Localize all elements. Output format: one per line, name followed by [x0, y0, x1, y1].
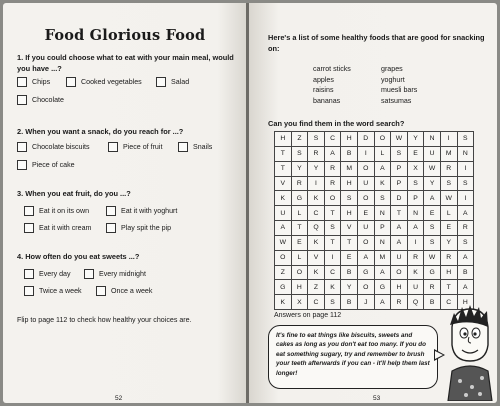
grid-cell[interactable]: I	[407, 235, 424, 250]
grid-cell[interactable]: L	[440, 206, 457, 221]
option-play-spit-the-pip[interactable]: Play spit the pip	[106, 223, 171, 233]
answers-note: Answers on page 112	[274, 312, 342, 319]
option-piece-of-fruit[interactable]: Piece of fruit	[108, 142, 162, 152]
grid-cell[interactable]: I	[308, 176, 325, 191]
grid-cell[interactable]: K	[324, 280, 341, 295]
option-eat-with-cream[interactable]: Eat it with cream	[24, 223, 91, 233]
list-item: bananas	[313, 96, 341, 105]
grid-cell[interactable]: V	[341, 221, 358, 236]
grid-cell[interactable]: S	[341, 191, 358, 206]
grid-cell[interactable]: V	[308, 250, 325, 265]
option-chocolate-biscuits[interactable]: Chocolate biscuits	[17, 142, 90, 152]
page-title: Food Glorious Food	[44, 27, 206, 44]
grid-cell[interactable]: T	[324, 235, 341, 250]
grid-cell[interactable]: X	[407, 161, 424, 176]
page-number: 52	[115, 395, 123, 402]
grid-cell[interactable]: Z	[275, 265, 292, 280]
grid-cell[interactable]: S	[457, 235, 474, 250]
grid-cell[interactable]: K	[308, 265, 325, 280]
grid-cell[interactable]: P	[391, 176, 408, 191]
grid-cell[interactable]: H	[341, 176, 358, 191]
grid-cell[interactable]: A	[374, 265, 391, 280]
grid-cell[interactable]: G	[275, 280, 292, 295]
grid-cell[interactable]: K	[374, 176, 391, 191]
grid-cell[interactable]: R	[424, 280, 441, 295]
food-list-col2	[381, 64, 417, 106]
grid-cell[interactable]: C	[308, 206, 325, 221]
grid-cell[interactable]: R	[308, 146, 325, 161]
grid-cell[interactable]: A	[424, 191, 441, 206]
grid-cell[interactable]: U	[275, 206, 292, 221]
grid-cell[interactable]: A	[457, 280, 474, 295]
option-salad[interactable]: Salad	[156, 77, 189, 87]
grid-cell[interactable]: L	[291, 250, 308, 265]
grid-cell[interactable]: Z	[291, 132, 308, 147]
grid-cell[interactable]: E	[357, 206, 374, 221]
grid-cell[interactable]: U	[357, 176, 374, 191]
grid-cell[interactable]: Z	[308, 280, 325, 295]
grid-cell[interactable]: W	[391, 132, 408, 147]
grid-cell[interactable]: M	[341, 161, 358, 176]
grid-cell[interactable]: R	[291, 176, 308, 191]
grid-cell[interactable]: O	[357, 191, 374, 206]
grid-cell[interactable]: R	[457, 221, 474, 236]
grid-cell[interactable]: A	[374, 161, 391, 176]
grid-cell[interactable]: O	[374, 132, 391, 147]
grid-cell[interactable]: Y	[407, 132, 424, 147]
grid-cell[interactable]: O	[357, 161, 374, 176]
grid-cell[interactable]: R	[407, 250, 424, 265]
checkbox[interactable]	[24, 269, 34, 279]
grid-cell[interactable]: D	[391, 191, 408, 206]
grid-cell[interactable]: A	[275, 221, 292, 236]
grid-cell[interactable]: O	[291, 265, 308, 280]
grid-cell[interactable]: N	[457, 146, 474, 161]
grid-row	[275, 235, 474, 250]
grid-cell[interactable]: L	[291, 206, 308, 221]
grid-row	[275, 206, 474, 221]
grid-cell[interactable]: U	[357, 221, 374, 236]
grid-cell[interactable]: S	[457, 132, 474, 147]
grid-row	[275, 265, 474, 280]
grid-cell[interactable]: H	[457, 295, 474, 310]
grid-cell[interactable]: O	[391, 265, 408, 280]
grid-cell[interactable]: S	[308, 132, 325, 147]
checkbox[interactable]	[66, 77, 76, 87]
grid-row	[275, 250, 474, 265]
intro-text: Here's a list of some healthy foods that are good for snacking on:	[268, 33, 485, 53]
grid-cell[interactable]: K	[275, 191, 292, 206]
checkbox[interactable]	[17, 142, 27, 152]
grid-cell[interactable]: E	[341, 250, 358, 265]
left-page	[3, 3, 247, 403]
list-item: satsumas	[381, 96, 412, 105]
grid-cell[interactable]: S	[374, 191, 391, 206]
grid-cell[interactable]: H	[275, 132, 292, 147]
checkbox[interactable]	[106, 223, 116, 233]
question-2: 2. When you want a snack, do you reach for ...?	[17, 127, 184, 136]
grid-cell[interactable]: A	[391, 221, 408, 236]
checkbox[interactable]	[24, 223, 34, 233]
grid-cell[interactable]: G	[424, 265, 441, 280]
grid-cell[interactable]: C	[308, 295, 325, 310]
option-chips[interactable]: Chips	[17, 77, 50, 87]
grid-cell[interactable]: I	[357, 146, 374, 161]
grid-cell[interactable]: N	[374, 235, 391, 250]
grid-cell[interactable]: W	[440, 191, 457, 206]
checkbox[interactable]	[24, 206, 34, 216]
grid-cell[interactable]: T	[324, 206, 341, 221]
checkbox[interactable]	[24, 286, 34, 296]
option-piece-of-cake[interactable]: Piece of cake	[17, 160, 75, 170]
grid-cell[interactable]: Y	[341, 280, 358, 295]
grid-cell[interactable]: B	[341, 265, 358, 280]
grid-cell[interactable]: K	[308, 191, 325, 206]
grid-cell[interactable]: Y	[424, 176, 441, 191]
grid-cell[interactable]: Q	[308, 221, 325, 236]
grid-row	[275, 221, 474, 236]
option-cooked-vegetables[interactable]: Cooked vegetables	[66, 77, 142, 87]
grid-cell[interactable]: R	[440, 161, 457, 176]
grid-cell[interactable]: W	[275, 235, 292, 250]
question-4: 4. How often do you eat sweets ...?	[17, 252, 140, 261]
grid-cell[interactable]: Y	[291, 161, 308, 176]
list-item: muesli bars	[381, 86, 418, 94]
grid-cell[interactable]: O	[324, 191, 341, 206]
grid-cell[interactable]: V	[275, 176, 292, 191]
grid-cell[interactable]: C	[440, 295, 457, 310]
grid-cell[interactable]: T	[275, 146, 292, 161]
list-item: raisins	[313, 86, 334, 94]
grid-cell[interactable]: R	[324, 161, 341, 176]
grid-cell[interactable]: Y	[308, 161, 325, 176]
list-item: carrot sticks	[313, 65, 351, 73]
grid-cell[interactable]: O	[357, 280, 374, 295]
grid-cell[interactable]: G	[374, 280, 391, 295]
option-once-a-week[interactable]: Once a week	[96, 286, 152, 296]
word-search-grid[interactable]	[274, 131, 474, 310]
grid-cell[interactable]: U	[407, 280, 424, 295]
list-item: grapes	[381, 65, 403, 73]
grid-cell[interactable]: T	[440, 280, 457, 295]
question-3: 3. When you eat fruit, do you ...?	[17, 189, 131, 198]
option-eat-on-its-own[interactable]: Eat it on its own	[24, 206, 89, 216]
grid-cell[interactable]: I	[457, 191, 474, 206]
list-item: apples	[313, 75, 334, 84]
grid-cell[interactable]: S	[440, 176, 457, 191]
grid-cell[interactable]: R	[391, 295, 408, 310]
grid-row	[275, 176, 474, 191]
option-twice-a-week[interactable]: Twice a week	[24, 286, 82, 296]
checkbox[interactable]	[17, 160, 27, 170]
checkbox[interactable]	[17, 77, 27, 87]
grid-cell[interactable]: Q	[407, 295, 424, 310]
page-number: 53	[373, 395, 381, 402]
grid-cell[interactable]: M	[374, 250, 391, 265]
cartoon-boy-illustration	[442, 301, 496, 401]
grid-cell[interactable]: P	[391, 161, 408, 176]
grid-cell[interactable]: U	[424, 146, 441, 161]
footer-note: Flip to page 112 to check how healthy your choices are.	[17, 316, 192, 324]
grid-cell[interactable]: H	[291, 280, 308, 295]
checkbox[interactable]	[96, 286, 106, 296]
right-page	[249, 3, 497, 403]
grid-cell[interactable]: I	[440, 132, 457, 147]
grid-cell[interactable]: S	[407, 176, 424, 191]
grid-cell[interactable]: G	[357, 265, 374, 280]
grid-cell[interactable]: C	[324, 132, 341, 147]
grid-cell[interactable]: A	[324, 146, 341, 161]
grid-cell[interactable]: A	[391, 235, 408, 250]
grid-cell[interactable]: N	[374, 206, 391, 221]
grid-cell[interactable]: A	[357, 250, 374, 265]
food-list-col1	[313, 64, 351, 106]
grid-cell[interactable]: E	[291, 235, 308, 250]
grid-cell[interactable]: O	[275, 250, 292, 265]
grid-cell[interactable]: N	[424, 132, 441, 147]
checkbox[interactable]	[84, 269, 94, 279]
grid-cell[interactable]: H	[341, 206, 358, 221]
grid-cell[interactable]: P	[407, 191, 424, 206]
grid-row	[275, 132, 474, 147]
list-item: yoghurt	[381, 75, 405, 84]
grid-cell[interactable]: T	[341, 235, 358, 250]
grid-cell[interactable]: M	[440, 146, 457, 161]
grid-cell[interactable]: A	[457, 250, 474, 265]
checkbox[interactable]	[178, 142, 188, 152]
checkbox[interactable]	[17, 95, 27, 105]
grid-cell[interactable]: T	[391, 206, 408, 221]
grid-cell[interactable]: R	[440, 250, 457, 265]
grid-cell[interactable]: P	[374, 221, 391, 236]
speech-bubble: It's fine to eat things like biscuits, sweets and cakes as long as you don't eat too many. If you do eat something sugary, try and remember to brush your teeth afterwards if you can - it'll help them last longer!	[268, 325, 438, 389]
grid-cell[interactable]: B	[457, 265, 474, 280]
grid-cell[interactable]: J	[357, 295, 374, 310]
grid-cell[interactable]: H	[341, 132, 358, 147]
grid-cell[interactable]: T	[291, 221, 308, 236]
grid-cell[interactable]: W	[424, 161, 441, 176]
grid-row	[275, 280, 474, 295]
grid-cell[interactable]: I	[324, 250, 341, 265]
grid-cell[interactable]: L	[374, 146, 391, 161]
grid-cell[interactable]: G	[291, 191, 308, 206]
grid-cell[interactable]: O	[357, 235, 374, 250]
grid-row	[275, 191, 474, 206]
grid-cell[interactable]: Y	[440, 235, 457, 250]
question-1: 1. If you could choose what to eat with your main meal, would you have ...?	[17, 53, 234, 73]
grid-cell[interactable]: S	[324, 295, 341, 310]
grid-row	[275, 146, 474, 161]
option-every-day[interactable]: Every day	[24, 269, 71, 279]
option-chocolate[interactable]: Chocolate	[17, 95, 64, 105]
grid-cell[interactable]: S	[457, 176, 474, 191]
grid-cell[interactable]: K	[407, 265, 424, 280]
grid-cell[interactable]: B	[424, 295, 441, 310]
option-eat-with-yoghurt[interactable]: Eat it with yoghurt	[106, 206, 177, 216]
grid-cell[interactable]: S	[291, 146, 308, 161]
grid-cell[interactable]: H	[391, 280, 408, 295]
grid-cell[interactable]: D	[357, 132, 374, 147]
grid-cell[interactable]: B	[341, 295, 358, 310]
grid-cell[interactable]: H	[440, 265, 457, 280]
grid-cell[interactable]: S	[424, 221, 441, 236]
grid-cell[interactable]: A	[407, 221, 424, 236]
grid-cell[interactable]: U	[391, 250, 408, 265]
grid-cell[interactable]: E	[424, 206, 441, 221]
grid-cell[interactable]: X	[291, 295, 308, 310]
grid-cell[interactable]: R	[324, 176, 341, 191]
grid-cell[interactable]: A	[374, 295, 391, 310]
checkbox[interactable]	[106, 206, 116, 216]
grid-cell[interactable]: N	[407, 206, 424, 221]
grid-row	[275, 161, 474, 176]
grid-cell[interactable]: T	[275, 161, 292, 176]
grid-cell[interactable]: S	[324, 221, 341, 236]
option-snails[interactable]: Snails	[178, 142, 212, 152]
grid-cell[interactable]: S	[391, 146, 408, 161]
grid-cell[interactable]: E	[440, 221, 457, 236]
grid-cell[interactable]: C	[324, 265, 341, 280]
grid-cell[interactable]: W	[424, 250, 441, 265]
wordsearch-question: Can you find them in the word search?	[268, 119, 405, 128]
grid-cell[interactable]: S	[424, 235, 441, 250]
checkbox[interactable]	[156, 77, 166, 87]
grid-cell[interactable]: A	[457, 206, 474, 221]
checkbox[interactable]	[108, 142, 118, 152]
grid-cell[interactable]: I	[457, 161, 474, 176]
grid-cell[interactable]: K	[275, 295, 292, 310]
grid-cell[interactable]: K	[308, 235, 325, 250]
option-every-midnight[interactable]: Every midnight	[84, 269, 146, 279]
grid-cell[interactable]: B	[341, 146, 358, 161]
grid-cell[interactable]: E	[407, 146, 424, 161]
